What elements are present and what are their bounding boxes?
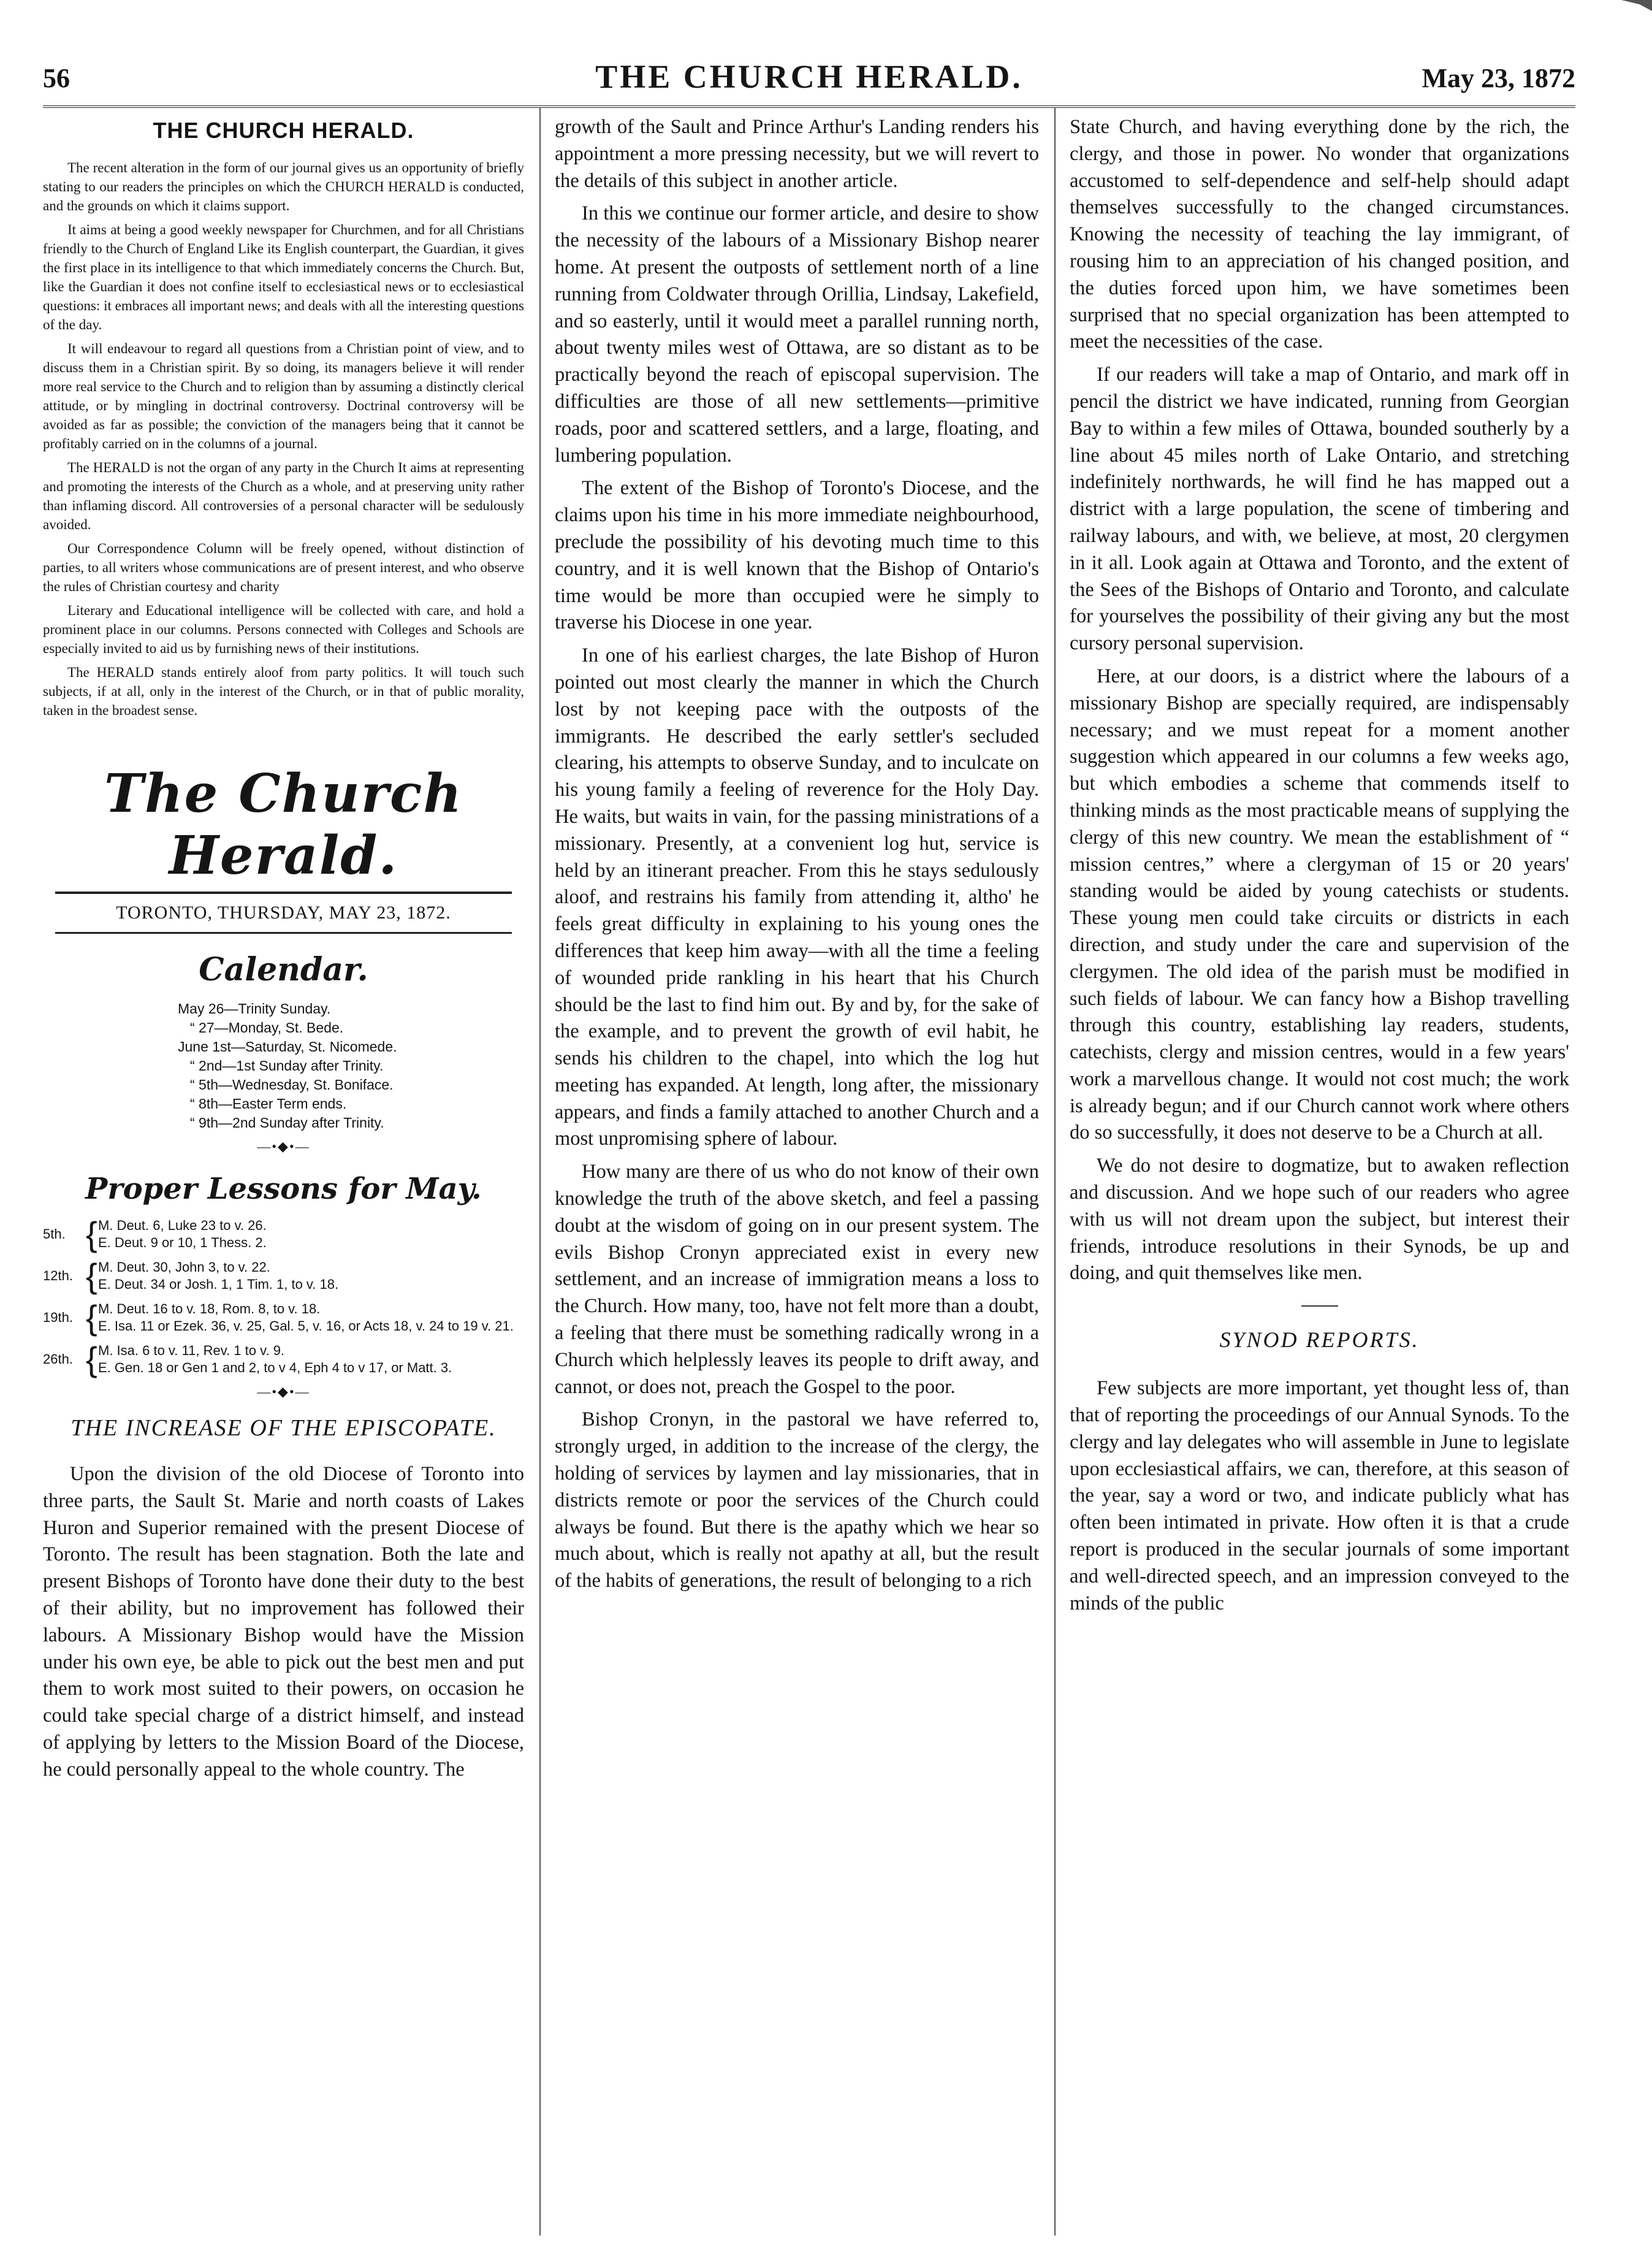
article-paragraph: Few subjects are more important, yet thought less of, than that of reporting the proceedings of our Annual Synods. To the clergy and lay delegates who will assemble in June to legislate upon ecclesiastical affairs, we can, therefore, at this season of the year, say a word or two, and indicate publicly what has often been intimated in private. How often it is that a crude report is produced in the secular journals of some important and well-directed speech, and an impression conveyed to the minds of the public bbox=[1070, 1377, 1569, 1614]
column-rule bbox=[1054, 108, 1056, 2236]
ornament-divider: —•◆•— bbox=[257, 1139, 310, 1154]
running-header bbox=[43, 54, 1575, 109]
prospectus-paragraph: It will endeavour to regard all questions from a Christian point of view, and to discuss them in a Christian spirit. By so doing, its managers believe it will render more real service to the Church and to religion than by assuming a distinctly clerical attitude, or by mingling in doctrinal controversy. Doctrinal controversy will be avoided as far as possible; the conviction of the managers being that it cannot be profitably carried on in the columns of a journal. bbox=[43, 341, 524, 451]
lesson-day: 5th. bbox=[43, 1226, 66, 1242]
lesson-day: 26th. bbox=[43, 1351, 73, 1367]
column-1 bbox=[43, 114, 524, 2223]
article-paragraph: If our readers will take a map of Ontario, and mark off in pencil the district we have indicated, running from Georgian Bay to within a few miles of Ottawa, bounded southerly by a line about 45 miles north of Lake Ontario, and stretching indefinitely northwards, he will find he has mapped out a district with a large population, the scene of timbering and railway labours, and with, we believe, at most, 20 clergymen in it all. Look again at Ottawa and Toronto, and the extent of the Sees of the Bishops of Ontario and Toronto, and calculate for yourselves the possibility of their giving any but the most cursory personal supervision. bbox=[1070, 364, 1569, 655]
prospectus-paragraph: The recent alteration in the form of our journal gives us an opportunity of briefly stating to our readers the principles on which the CHURCH HERALD is conducted, and the grounds on which it claims support. bbox=[43, 160, 524, 213]
lesson-evening: E. Deut. 34 or Josh. 1, 1 Tim. 1, to v. 18. bbox=[98, 1277, 339, 1292]
prospectus bbox=[43, 118, 524, 720]
article-paragraph: We do not desire to dogmatize, but to awaken reflection and discussion. And we hope such of our readers who agree with us will not dream upon the subject, but interest their friends, introduce resolutions in their Synods, be up and doing, and quit themselves like men. bbox=[1070, 1155, 1569, 1285]
lesson-evening: E. Gen. 18 or Gen 1 and 2, to v 4, Eph 4 to v 17, or Matt. 3. bbox=[98, 1360, 452, 1375]
calendar-entry: “ 5th—Wednesday, St. Boniface. bbox=[190, 1077, 394, 1093]
article-paragraph: Here, at our doors, is a district where the labours of a missionary Bishop are specially required, are indispensably necessary; and we must repeat for a moment another suggestion which appeared in our columns a few weeks ago, but which embodies a scheme that commends itself to thinking minds as the most practicable means of supplying the clergy of this new country. We mean the establishment of “ mission centres,” where a clergyman of 15 or 20 years' standing would be aided by young catechists or students. These young men could take circuits or districts in each direction, and study under the care and supervision of the clergymen. The old idea of the parish must be modified in such fields of labour. We can fancy how a Bishop travelling through this country, establishing lay readers, students, catechists, clergy and mission centres, would in a few years' work a marvellous change. It would not cost much; the work is already begun; and if our Church cannot work where others do so successfully, it does not deserve to be a Church at all. bbox=[1070, 665, 1569, 1144]
article-paragraph: In one of his earliest charges, the late Bishop of Huron pointed out most clearly the manner in which the Church lost by not keeping pace with the outposts of the immigrants. He described the early settler's secluded clearing, his attempts to observe Sunday, and to inculcate on his young family a feeling of reverence for the Holy Day. He waits, but waits in vain, for the passing ministrations of a missionary. Presently, at a convenient log hut, service is held by an itinerant preacher. From this he stays sedulously aloof, and restrains his family from attending it, altho' he feels great difficulty in explaining to his young ones the differences that keep him away—with all the time a feeling of wounded pride rankling in his heart that his Church should be the last to find him out. By and by, for the sake of the example, and to prevent the growth of evil habit, he sends his children to the chapel, into which the log hut meeting has expanded. At length, long after, the missionary appears, and finds a family attached to another Church and a most unpromising sphere of labour. bbox=[555, 644, 1039, 1150]
lesson-entry bbox=[43, 1342, 524, 1377]
brace-glyph: { bbox=[86, 1340, 97, 1378]
article-paragraph: The extent of the Bishop of Toronto's Diocese, and the claims upon his time in his more immediate neighbourhood, preclude the possibility of his devoting much time to this country, and it is well known that the Bishop of Ontario's time would be more than occupied were he simply to traverse his Diocese in one year. bbox=[555, 477, 1039, 634]
prospectus-paragraph: The HERALD stands entirely aloof from party politics. It will touch such subjects, if at all, only in the interest of the Church, or in that of public morality, taken in the broadest sense. bbox=[43, 665, 524, 718]
prospectus-paragraph: It aims at being a good weekly newspaper for Churchmen, and for all Christians friendly to the Church of England Like its English counterpart, the Guardian, it gives the first place in its intelligence to that which immediately concerns the Church. But, like the Guardian it does not confine itself to ecclesiastical news or to ecclesiastical questions: it embraces all important news; and deals with all the interesting questions of the day. bbox=[43, 222, 524, 332]
lessons-list bbox=[43, 1217, 524, 1377]
lesson-evening: E. Isa. 11 or Ezek. 36, v. 25, Gal. 5, v. 16, or Acts 18, v. 24 to 19 v. 21. bbox=[98, 1318, 514, 1334]
lesson-morning: M. Deut. 6, Luke 23 to v. 26. bbox=[98, 1218, 267, 1233]
article-paragraph: growth of the Sault and Prince Arthur's Landing renders his appointment a more pressing necessity, but we will revert to the details of this subject in another article. bbox=[555, 116, 1039, 192]
article-paragraph: Bishop Cronyn, in the pastoral we have referred to, strongly urged, in addition to the increase of the clergy, the holding of services by laymen and lay missionaries, that in districts remote or poor the services of the Church could always be found. But there is the apathy which we hear so much about, which is really not apathy at all, but the result of the habits of generations, the result of belonging to a rich bbox=[555, 1408, 1039, 1592]
paper-name: The Church Herald. bbox=[104, 763, 463, 887]
lesson-morning: M. Deut. 30, John 3, to v. 22. bbox=[98, 1259, 270, 1275]
calendar-entry: “ 9th—2nd Sunday after Trinity. bbox=[190, 1115, 384, 1131]
article-body bbox=[43, 1461, 524, 1784]
calendar-list bbox=[178, 999, 524, 1132]
lesson-morning: M. Deut. 16 to v. 18, Rom. 8, to v. 18. bbox=[98, 1301, 321, 1316]
brace-glyph: { bbox=[86, 1298, 97, 1337]
brace-glyph: { bbox=[86, 1215, 97, 1253]
article-paragraph: In this we continue our former article, and desire to show the necessity of the labours of a Missionary Bishop nearer home. At present the outposts of settlement north of a line running from Coldwater through Orillia, Lindsay, Lakefield, and so easterly, until it would meet a parallel running north, about twenty miles west of Ottawa, are so distant as to be practically beyond the reach of episcopal supervision. The difficulties are those of all new settlements—primitive roads, poor and scattered settlers, and a large, floating, and lumbering population. bbox=[555, 202, 1039, 467]
lesson-morning: M. Isa. 6 to v. 11, Rev. 1 to v. 9. bbox=[98, 1343, 285, 1358]
prospectus-paragraph: Literary and Educational intelligence will be collected with care, and hold a prominent place in our columns. Persons connected with Colleges and Schools are especially invited to aid us by furnishing news of their institutions. bbox=[43, 603, 524, 656]
lesson-evening: E. Deut. 9 or 10, 1 Thess. 2. bbox=[98, 1235, 267, 1250]
column-2 bbox=[555, 114, 1039, 2223]
column-3 bbox=[1070, 114, 1569, 2223]
section-rule bbox=[1301, 1305, 1338, 1307]
calendar-entry: “ 2nd—1st Sunday after Trinity. bbox=[190, 1058, 384, 1074]
synod-body bbox=[1070, 1375, 1569, 1617]
calendar-entry: “ 8th—Easter Term ends. bbox=[190, 1096, 347, 1112]
article-paragraph: How many are there of us who do not know of their own knowledge the truth of the above sketch, and feel a passing doubt at the wisdom of going on in our present system. The evils Bishop Cronyn appreciated exist in every new settlement, and an increase of immigration means a loss to the Church. How many, too, have not felt more than a doubt, a feeling that there must be something radically wrong in a Church which helplessly leaves its people to drift away, and cannot, or does not, preach the Gospel to the poor. bbox=[555, 1161, 1039, 1398]
lessons-title: Proper Lessons for May. bbox=[85, 1172, 482, 1206]
brace-glyph: { bbox=[86, 1256, 97, 1295]
header-date: May 23, 1872 bbox=[1422, 63, 1575, 93]
header-rule bbox=[43, 105, 1575, 108]
lesson-day: 19th. bbox=[43, 1310, 73, 1325]
prospectus-paragraph: The HERALD is not the organ of any party in the Church It aims at representing and promoting the interests of the Church as a whole, and at preserving unity rather than inflaming discord. All controversies of a personal character will be sedulously avoided. bbox=[43, 460, 524, 532]
lesson-day: 12th. bbox=[43, 1268, 73, 1283]
prospectus-paragraph: Our Correspondence Column will be freely opened, without distinction of parties, to all writers whose communications are of present interest, and who observe the rules of Christian courtesy and charity bbox=[43, 541, 524, 594]
article-paragraph: State Church, and having everything done by the rich, the clergy, and those in power. No wonder that organizations accustomed to self-dependence and self-help should adapt themselves successfully to the changed circumstances. Knowing the necessity of teaching the lay immigrant, of rousing him to an appreciation of his changed position, and the duties forced upon him, we have sometimes been surprised that no special organization has been attempted to meet the necessities of the case. bbox=[1070, 116, 1569, 353]
synod-title: SYNOD REPORTS. bbox=[1219, 1327, 1420, 1353]
article-title: THE INCREASE OF THE EPISCOPATE. bbox=[70, 1415, 497, 1441]
scan-artifact bbox=[1621, 0, 1652, 11]
prospectus-title: THE CHURCH HERALD. bbox=[153, 118, 414, 143]
calendar-entry: May 26—Trinity Sunday. bbox=[178, 1001, 331, 1017]
lesson-entry bbox=[43, 1300, 524, 1335]
dateline: TORONTO, THURSDAY, MAY 23, 1872. bbox=[55, 892, 512, 934]
column-rule bbox=[539, 108, 541, 2236]
article-body bbox=[1070, 114, 1569, 1287]
lesson-entry bbox=[43, 1256, 524, 1295]
calendar-entry: “ 27—Monday, St. Bede. bbox=[190, 1020, 344, 1036]
lesson-entry bbox=[43, 1217, 524, 1251]
article-body bbox=[555, 114, 1039, 1595]
page-number: 56 bbox=[43, 63, 70, 93]
ornament-divider: —•◆•— bbox=[257, 1384, 310, 1399]
masthead: THE CHURCH HERALD. bbox=[595, 58, 1023, 95]
calendar-title: Calendar. bbox=[199, 951, 368, 988]
calendar-entry: June 1st—Saturday, St. Nicomede. bbox=[178, 1039, 397, 1055]
article-paragraph: Upon the division of the old Diocese of Toronto into three parts, the Sault St. Marie and north coasts of Lakes Huron and Superior remained with the present Diocese of Toronto. The result has been stagnation. Both the late and present Bishops of Toronto have done their duty to the best of their ability, but no improvement has followed their labours. A Missionary Bishop would have the Mission under his own eye, be able to pick out the best men and put them to work most suited to their powers, on occasion he could take special charge of a district himself, and instead of applying by letters to the Mission Board of the Diocese, he could personally appeal to the whole country. The bbox=[43, 1463, 524, 1781]
